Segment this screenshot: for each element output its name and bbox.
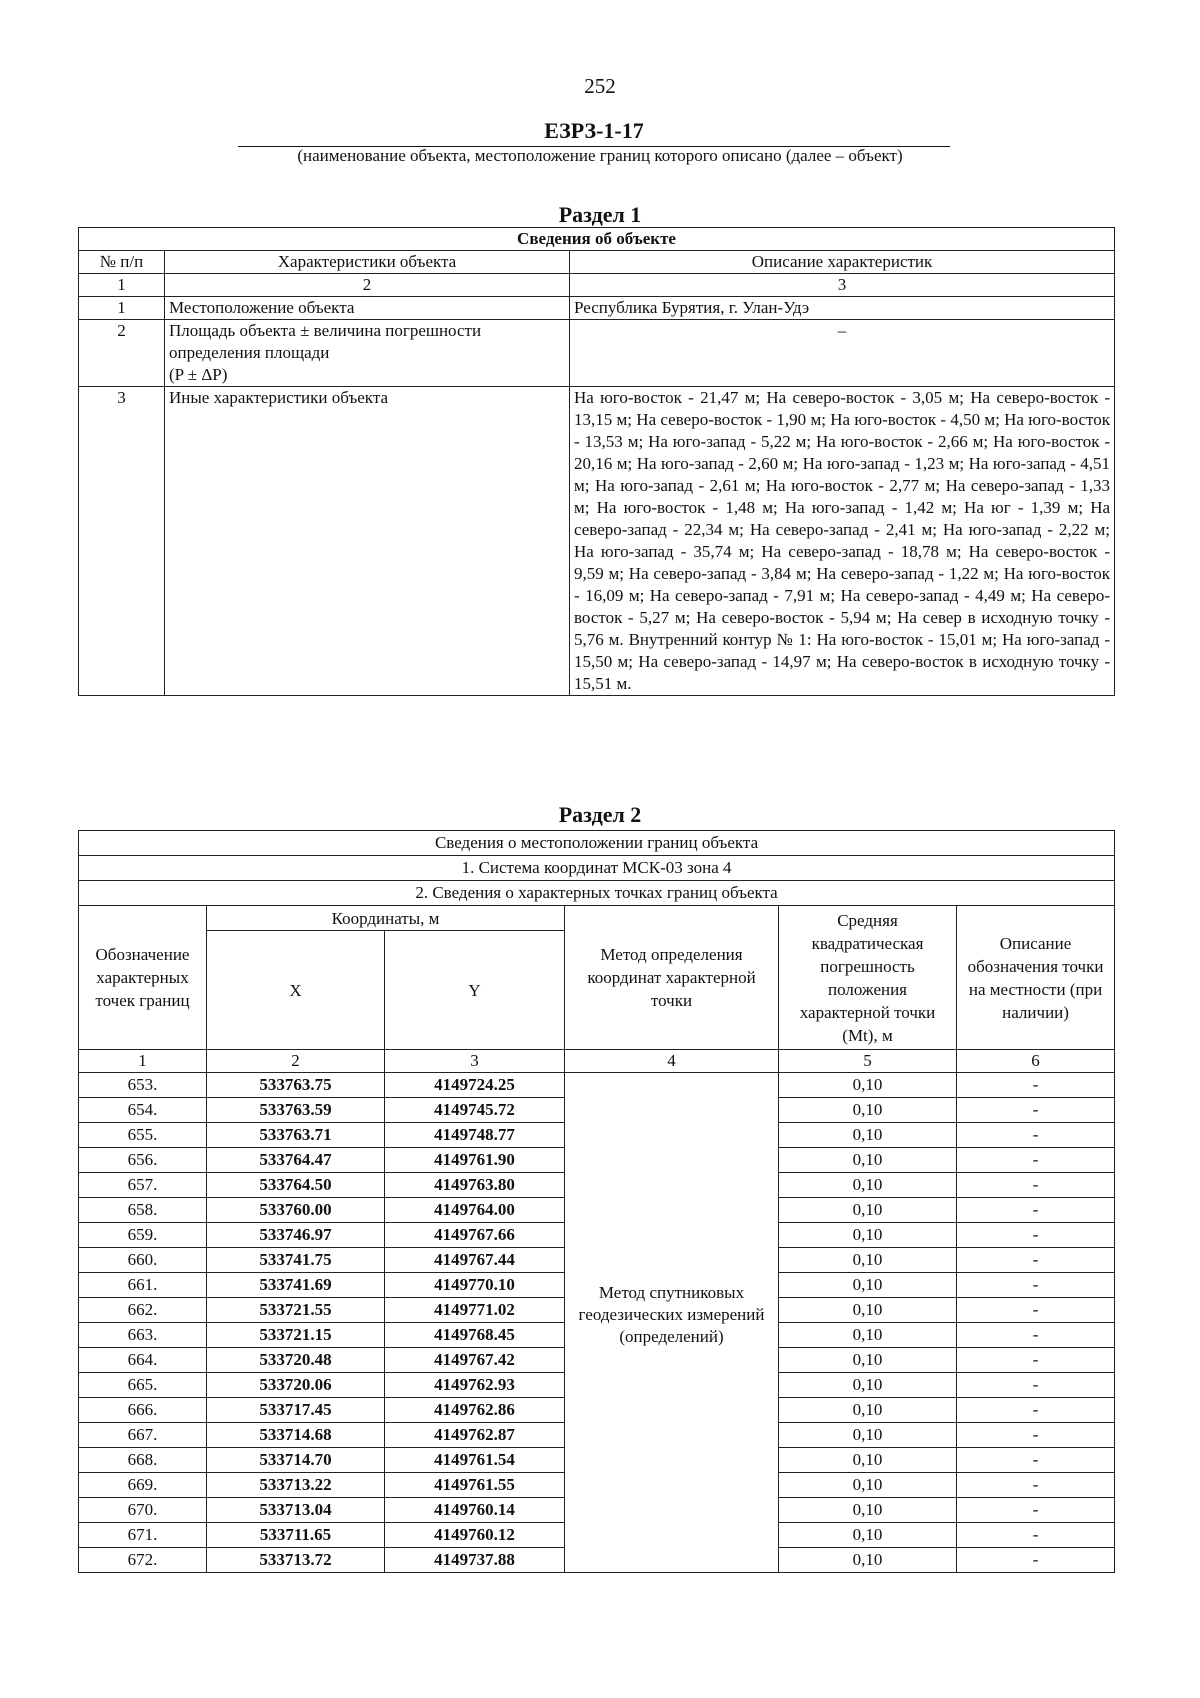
point-id: 672.	[79, 1548, 207, 1573]
point-id: 660.	[79, 1248, 207, 1273]
point-id: 666.	[79, 1398, 207, 1423]
error-value: 0,10	[779, 1448, 957, 1473]
point-id: 662.	[79, 1298, 207, 1323]
point-description: -	[957, 1248, 1115, 1273]
coord-y: 4149767.42	[385, 1348, 565, 1373]
colnum-5: 5	[779, 1050, 957, 1073]
point-description: -	[957, 1498, 1115, 1523]
coord-x: 533711.65	[207, 1523, 385, 1548]
error-value: 0,10	[779, 1548, 957, 1573]
point-id: 653.	[79, 1073, 207, 1098]
row-characteristic-formula: (P ± ΔP)	[169, 365, 228, 384]
point-description: -	[957, 1123, 1115, 1148]
point-description: -	[957, 1173, 1115, 1198]
point-id: 663.	[79, 1323, 207, 1348]
header-description: Описание характеристик	[570, 251, 1115, 274]
row-characteristic: Иные характеристики объекта	[165, 387, 570, 696]
header-coords: Координаты, м	[207, 906, 565, 931]
row-number: 1	[79, 297, 165, 320]
colnum-1: 1	[79, 1050, 207, 1073]
point-description: -	[957, 1148, 1115, 1173]
row-number: 3	[79, 387, 165, 696]
table-row	[79, 297, 1115, 320]
object-name: ЕЗРЗ-1-17	[238, 118, 950, 147]
coord-y: 4149737.88	[385, 1548, 565, 1573]
row-value: Республика Бурятия, г. Улан-Удэ	[570, 297, 1115, 320]
coord-x: 533720.06	[207, 1373, 385, 1398]
error-value: 0,10	[779, 1348, 957, 1373]
coord-x: 533713.22	[207, 1473, 385, 1498]
header-method: Метод определения координат характерной точки	[565, 906, 779, 1050]
coord-x: 533764.47	[207, 1148, 385, 1173]
error-value: 0,10	[779, 1073, 957, 1098]
colnum-3: 3	[385, 1050, 565, 1073]
point-id: 656.	[79, 1148, 207, 1173]
coord-x: 533764.50	[207, 1173, 385, 1198]
header-y: Y	[385, 931, 565, 1050]
error-value: 0,10	[779, 1223, 957, 1248]
coord-x: 533760.00	[207, 1198, 385, 1223]
coord-x: 533714.68	[207, 1423, 385, 1448]
row-value: На юго-восток - 21,47 м; На северо-восток - 3,05 м; На северо-восток - 13,15 м; На северо-восток - 1,90 м; На юго-восток - 4,50 м; На юго-восток - 13,53 м; На юго-запад - 5,22 м; На юго-восток - 2,66 м; На юго-восток - 20,16 м; На юго-запад - 2,60 м; На юго-запад - 1,23 м; На юго-запад - 4,51 м; На юго-запад - 2,61 м; На юго-восток - 2,77 м; На северо-запад - 1,33 м; На юго-восток - 1,48 м; На юго-запад - 1,42 м; На юг - 1,39 м; На северо-запад - 22,34 м; На северо-запад - 2,41 м; На юго-запад - 2,22 м; На юго-запад - 35,74 м; На северо-запад - 18,78 м; На северо-восток - 9,59 м; На северо-запад - 3,84 м; На северо-запад - 1,22 м; На юго-восток - 16,09 м; На северо-запад - 7,91 м; На северо-запад - 4,49 м; На северо-восток - 5,27 м; На северо-восток - 5,94 м; На север в исходную точку - 5,76 м. Внутренний контур № 1: На юго-восток - 15,01 м; На юго-запад - 15,50 м; На северо-запад - 14,97 м; На северо-восток в исходную точку - 15,51 м.	[570, 387, 1115, 696]
colnum-6: 6	[957, 1050, 1115, 1073]
header-num: № п/п	[79, 251, 165, 274]
method-value: Метод спутниковых геодезических измерений (определений)	[565, 1073, 779, 1573]
coord-y: 4149762.86	[385, 1398, 565, 1423]
colnum-2: 2	[207, 1050, 385, 1073]
coord-y: 4149760.12	[385, 1523, 565, 1548]
error-value: 0,10	[779, 1523, 957, 1548]
coord-y: 4149771.02	[385, 1298, 565, 1323]
table1-title: Сведения об объекте	[79, 228, 1115, 251]
coord-y: 4149763.80	[385, 1173, 565, 1198]
error-value: 0,10	[779, 1198, 957, 1223]
coord-x: 533720.48	[207, 1348, 385, 1373]
coord-y: 4149764.00	[385, 1198, 565, 1223]
header-error: Средняя квадратическая погрешность положения характерной точки (Mt), м	[779, 906, 957, 1050]
point-id: 665.	[79, 1373, 207, 1398]
coord-y: 4149745.72	[385, 1098, 565, 1123]
point-id: 667.	[79, 1423, 207, 1448]
error-value: 0,10	[779, 1473, 957, 1498]
coord-x: 533741.75	[207, 1248, 385, 1273]
colnum-1: 1	[79, 274, 165, 297]
point-description: -	[957, 1223, 1115, 1248]
error-value: 0,10	[779, 1273, 957, 1298]
point-description: -	[957, 1423, 1115, 1448]
error-value: 0,10	[779, 1373, 957, 1398]
colnum-2: 2	[165, 274, 570, 297]
coord-y: 4149768.45	[385, 1323, 565, 1348]
section2-title: Раздел 2	[558, 802, 642, 827]
row-characteristic: Местоположение объекта	[165, 297, 570, 320]
error-value: 0,10	[779, 1173, 957, 1198]
table-row	[79, 320, 1115, 387]
table-row	[79, 387, 1115, 696]
point-description: -	[957, 1323, 1115, 1348]
table1-header-row	[79, 251, 1115, 274]
header-characteristic: Характеристики объекта	[165, 251, 570, 274]
error-value: 0,10	[779, 1323, 957, 1348]
table-row	[79, 1073, 1115, 1098]
coord-x: 533721.15	[207, 1323, 385, 1348]
point-description: -	[957, 1098, 1115, 1123]
point-description: -	[957, 1073, 1115, 1098]
error-value: 0,10	[779, 1148, 957, 1173]
section1-title: Раздел 1	[558, 202, 642, 227]
table1-colnum-row	[79, 274, 1115, 297]
point-description: -	[957, 1348, 1115, 1373]
point-description: -	[957, 1548, 1115, 1573]
error-value: 0,10	[779, 1248, 957, 1273]
header-x: X	[207, 931, 385, 1050]
point-description: -	[957, 1473, 1115, 1498]
coord-x: 533713.04	[207, 1498, 385, 1523]
error-value: 0,10	[779, 1098, 957, 1123]
row-characteristic	[165, 320, 570, 387]
coord-x: 533717.45	[207, 1398, 385, 1423]
header-point: Обозначение характерных точек границ	[79, 906, 207, 1050]
coord-y: 4149762.93	[385, 1373, 565, 1398]
point-description: -	[957, 1523, 1115, 1548]
coord-y: 4149767.44	[385, 1248, 565, 1273]
coord-x: 533763.75	[207, 1073, 385, 1098]
coord-x: 533741.69	[207, 1273, 385, 1298]
colnum-3: 3	[570, 274, 1115, 297]
point-id: 664.	[79, 1348, 207, 1373]
row-characteristic-text: Площадь объекта ± величина погрешности определения площади	[169, 321, 482, 362]
coord-y: 4149761.54	[385, 1448, 565, 1473]
coord-y: 4149748.77	[385, 1123, 565, 1148]
coord-y: 4149762.87	[385, 1423, 565, 1448]
row-value: –	[570, 320, 1115, 387]
point-description: -	[957, 1448, 1115, 1473]
coord-y: 4149724.25	[385, 1073, 565, 1098]
point-id: 671.	[79, 1523, 207, 1548]
section2-line2: 1. Система координат МСК-03 зона 4	[79, 856, 1115, 881]
coord-x: 533763.59	[207, 1098, 385, 1123]
coord-y: 4149767.66	[385, 1223, 565, 1248]
point-description: -	[957, 1198, 1115, 1223]
coord-y: 4149760.14	[385, 1498, 565, 1523]
header-description: Описание обозначения точки на местности (при наличии)	[957, 906, 1115, 1050]
point-id: 655.	[79, 1123, 207, 1148]
point-id: 669.	[79, 1473, 207, 1498]
error-value: 0,10	[779, 1498, 957, 1523]
coord-x: 533713.72	[207, 1548, 385, 1573]
point-id: 661.	[79, 1273, 207, 1298]
point-description: -	[957, 1298, 1115, 1323]
coord-x: 533721.55	[207, 1298, 385, 1323]
point-id: 654.	[79, 1098, 207, 1123]
point-description: -	[957, 1373, 1115, 1398]
point-id: 659.	[79, 1223, 207, 1248]
coord-x: 533746.97	[207, 1223, 385, 1248]
coordinates-table	[78, 830, 1115, 1573]
section2-line1: Сведения о местоположении границ объекта	[79, 831, 1115, 856]
error-value: 0,10	[779, 1398, 957, 1423]
error-value: 0,10	[779, 1423, 957, 1448]
point-id: 658.	[79, 1198, 207, 1223]
coord-y: 4149770.10	[385, 1273, 565, 1298]
point-id: 670.	[79, 1498, 207, 1523]
point-id: 657.	[79, 1173, 207, 1198]
section2-line3: 2. Сведения о характерных точках границ объекта	[79, 881, 1115, 906]
point-description: -	[957, 1398, 1115, 1423]
point-description: -	[957, 1273, 1115, 1298]
error-value: 0,10	[779, 1123, 957, 1148]
object-caption: (наименование объекта, местоположение границ которого описано (далее – объект)	[297, 146, 903, 165]
coord-y: 4149761.55	[385, 1473, 565, 1498]
page-number: 252	[584, 74, 616, 98]
coord-x: 533763.71	[207, 1123, 385, 1148]
object-info-table	[78, 227, 1115, 696]
coord-x: 533714.70	[207, 1448, 385, 1473]
error-value: 0,10	[779, 1298, 957, 1323]
colnum-4: 4	[565, 1050, 779, 1073]
point-id: 668.	[79, 1448, 207, 1473]
coord-y: 4149761.90	[385, 1148, 565, 1173]
row-number: 2	[79, 320, 165, 387]
